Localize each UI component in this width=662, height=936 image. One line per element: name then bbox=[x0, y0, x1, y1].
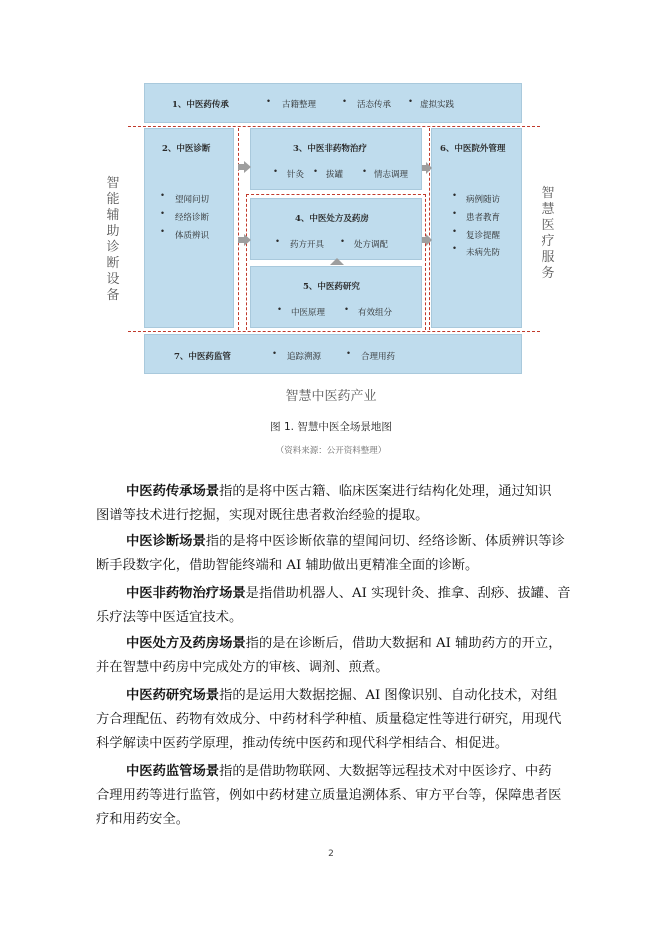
line: 指的是将中医古籍、临床医案进行结构化处理，通过知识 bbox=[219, 484, 552, 499]
bullet: • bbox=[344, 305, 350, 315]
divider-inner-left bbox=[246, 194, 247, 330]
bullet: • bbox=[266, 97, 272, 107]
box-supervision-title: 7、中医药监管 bbox=[174, 352, 231, 362]
label-char: 务 bbox=[541, 266, 555, 281]
industry-label: 智慧中医药产业 bbox=[285, 389, 377, 404]
term: 中医药传承场景 bbox=[126, 484, 220, 499]
label-char: 智 bbox=[106, 176, 120, 191]
box-outpatient-management-item: 病例随访 bbox=[466, 195, 501, 205]
line: 指的是借助物联网、大数据等远程技术对中医诊疗、中药 bbox=[219, 764, 552, 779]
term: 中医药监管场景 bbox=[126, 764, 220, 779]
bullet: • bbox=[408, 97, 414, 107]
box-research bbox=[250, 266, 422, 328]
line: 指的是在诊断后，借助大数据和 AI 辅助药方的开立， bbox=[245, 636, 562, 651]
arrow-right-icon bbox=[244, 161, 251, 173]
line: 指的是将中医诊断依靠的望闻问切、经络诊断、体质辨识等诊 bbox=[205, 534, 565, 549]
arrow-right-icon bbox=[426, 162, 432, 174]
bullet: • bbox=[452, 191, 458, 201]
bullet: • bbox=[342, 97, 348, 107]
line: 指的是运用大数据挖掘、AI 图像识别、自动化技术，对组 bbox=[219, 688, 558, 703]
line: 合理用药等进行监管，例如中药材建立质量追溯体系、审方平台等，保障患者医 bbox=[96, 788, 562, 803]
bullet: • bbox=[452, 209, 458, 219]
paragraph-diagnosis bbox=[96, 530, 572, 578]
box-supervision-item: 追踪溯源 bbox=[287, 352, 322, 362]
bullet: • bbox=[160, 191, 166, 201]
label-char: 医 bbox=[541, 218, 555, 233]
label-char: 助 bbox=[106, 224, 120, 239]
label-char: 设 bbox=[106, 272, 120, 287]
arrow-right-icon bbox=[426, 234, 432, 246]
box-prescription-pharmacy-item: 药方开具 bbox=[290, 240, 325, 250]
figure-caption: 图 1. 智慧中医全场景地图 bbox=[270, 421, 392, 433]
label-char: 备 bbox=[106, 288, 120, 303]
paragraph-research bbox=[96, 684, 572, 756]
bullet: • bbox=[340, 237, 346, 247]
bullet: • bbox=[346, 349, 352, 359]
box-supervision-item: 合理用药 bbox=[361, 352, 396, 362]
box-heritage-item: 虚拟实践 bbox=[420, 100, 455, 110]
bullet: • bbox=[313, 167, 319, 177]
line: 图谱等技术进行挖掘，实现对既往患者救治经验的提取。 bbox=[96, 508, 429, 523]
bullet: • bbox=[160, 209, 166, 219]
page-number: 2 bbox=[328, 849, 334, 859]
box-heritage-title: 1、中医药传承 bbox=[172, 100, 229, 110]
label-char: 智 bbox=[541, 186, 555, 201]
box-diagnosis-item: 体质辨识 bbox=[175, 231, 210, 241]
label-char: 诊 bbox=[106, 240, 120, 255]
line: 乐疗法等中医适宜技术。 bbox=[96, 610, 243, 625]
bullet: • bbox=[160, 227, 166, 237]
bullet: • bbox=[452, 244, 458, 254]
paragraph-prescription bbox=[96, 632, 572, 680]
label-char: 疗 bbox=[541, 234, 555, 249]
term: 中医药研究场景 bbox=[126, 688, 220, 703]
box-diagnosis-item: 经络诊断 bbox=[175, 213, 210, 223]
bullet: • bbox=[272, 349, 278, 359]
box-nondrug-therapy-item: 拔罐 bbox=[326, 170, 344, 180]
line: 并在智慧中药房中完成处方的审核、调剂、煎煮。 bbox=[96, 660, 389, 675]
term: 中医处方及药房场景 bbox=[126, 636, 246, 651]
box-outpatient-management-item: 未病先防 bbox=[466, 248, 501, 258]
box-research-item: 有效组分 bbox=[358, 308, 393, 318]
label-char: 能 bbox=[106, 192, 120, 207]
box-research-title: 5、中医药研究 bbox=[303, 282, 360, 292]
box-heritage-item: 古籍整理 bbox=[282, 100, 317, 110]
box-outpatient-management-item: 复诊提醒 bbox=[466, 231, 501, 241]
label-char: 慧 bbox=[541, 202, 555, 217]
label-char: 辅 bbox=[106, 208, 120, 223]
box-nondrug-therapy bbox=[250, 128, 422, 190]
arrow-up-icon bbox=[330, 258, 344, 265]
paragraph-heritage bbox=[96, 480, 572, 528]
right-vertical-label bbox=[541, 186, 555, 282]
line: 是指借助机器人、AI 实现针灸、推拿、刮痧、拔罐、音 bbox=[245, 586, 571, 601]
term: 中医诊断场景 bbox=[126, 534, 206, 549]
box-outpatient-management-title: 6、中医院外管理 bbox=[440, 144, 506, 154]
term: 中医非药物治疗场景 bbox=[126, 586, 246, 601]
divider-right-col bbox=[429, 128, 430, 330]
box-diagnosis-item: 望闻问切 bbox=[175, 195, 210, 205]
box-heritage-item: 活态传承 bbox=[357, 100, 392, 110]
label-char: 断 bbox=[106, 256, 120, 271]
box-nondrug-therapy-item: 针灸 bbox=[287, 170, 305, 180]
line: 方合理配伍、药物有效成分、中药材科学种植、质量稳定性等进行研究，用现代 bbox=[96, 712, 562, 727]
line: 疗和用药安全。 bbox=[96, 812, 190, 827]
box-outpatient-management bbox=[431, 128, 522, 328]
divider-left-col bbox=[238, 128, 239, 330]
divider-inner-right bbox=[425, 194, 426, 330]
box-diagnosis bbox=[144, 128, 234, 328]
box-nondrug-therapy-item: 情志调理 bbox=[374, 170, 409, 180]
divider-top bbox=[128, 126, 540, 127]
divider-inner-mid bbox=[246, 194, 426, 195]
line: 科学解读中医药学原理，推动传统中医药和现代科学相结合、相促进。 bbox=[96, 736, 509, 751]
box-prescription-pharmacy bbox=[250, 198, 422, 260]
figure-source: （资料来源：公开资料整理） bbox=[275, 446, 387, 456]
box-nondrug-therapy-title: 3、中医非药物治疗 bbox=[293, 144, 367, 154]
box-diagnosis-title: 2、中医诊断 bbox=[162, 144, 211, 154]
paragraph-nondrug bbox=[96, 582, 572, 630]
box-outpatient-management-item: 患者教育 bbox=[466, 213, 501, 223]
paragraph-supervision bbox=[96, 760, 572, 832]
divider-bottom bbox=[128, 331, 540, 332]
bullet: • bbox=[452, 227, 458, 237]
left-vertical-label bbox=[106, 176, 120, 304]
bullet: • bbox=[362, 167, 368, 177]
label-char: 服 bbox=[541, 250, 555, 265]
arrow-right-icon bbox=[244, 234, 251, 246]
bullet: • bbox=[275, 237, 281, 247]
bullet: • bbox=[277, 305, 283, 315]
box-research-item: 中医原理 bbox=[291, 308, 326, 318]
bullet: • bbox=[273, 167, 279, 177]
line: 断手段数字化，借助智能终端和 AI 辅助做出更精准全面的诊断。 bbox=[96, 558, 479, 573]
box-prescription-pharmacy-title: 4、中医处方及药房 bbox=[295, 214, 369, 224]
box-prescription-pharmacy-item: 处方调配 bbox=[354, 240, 389, 250]
